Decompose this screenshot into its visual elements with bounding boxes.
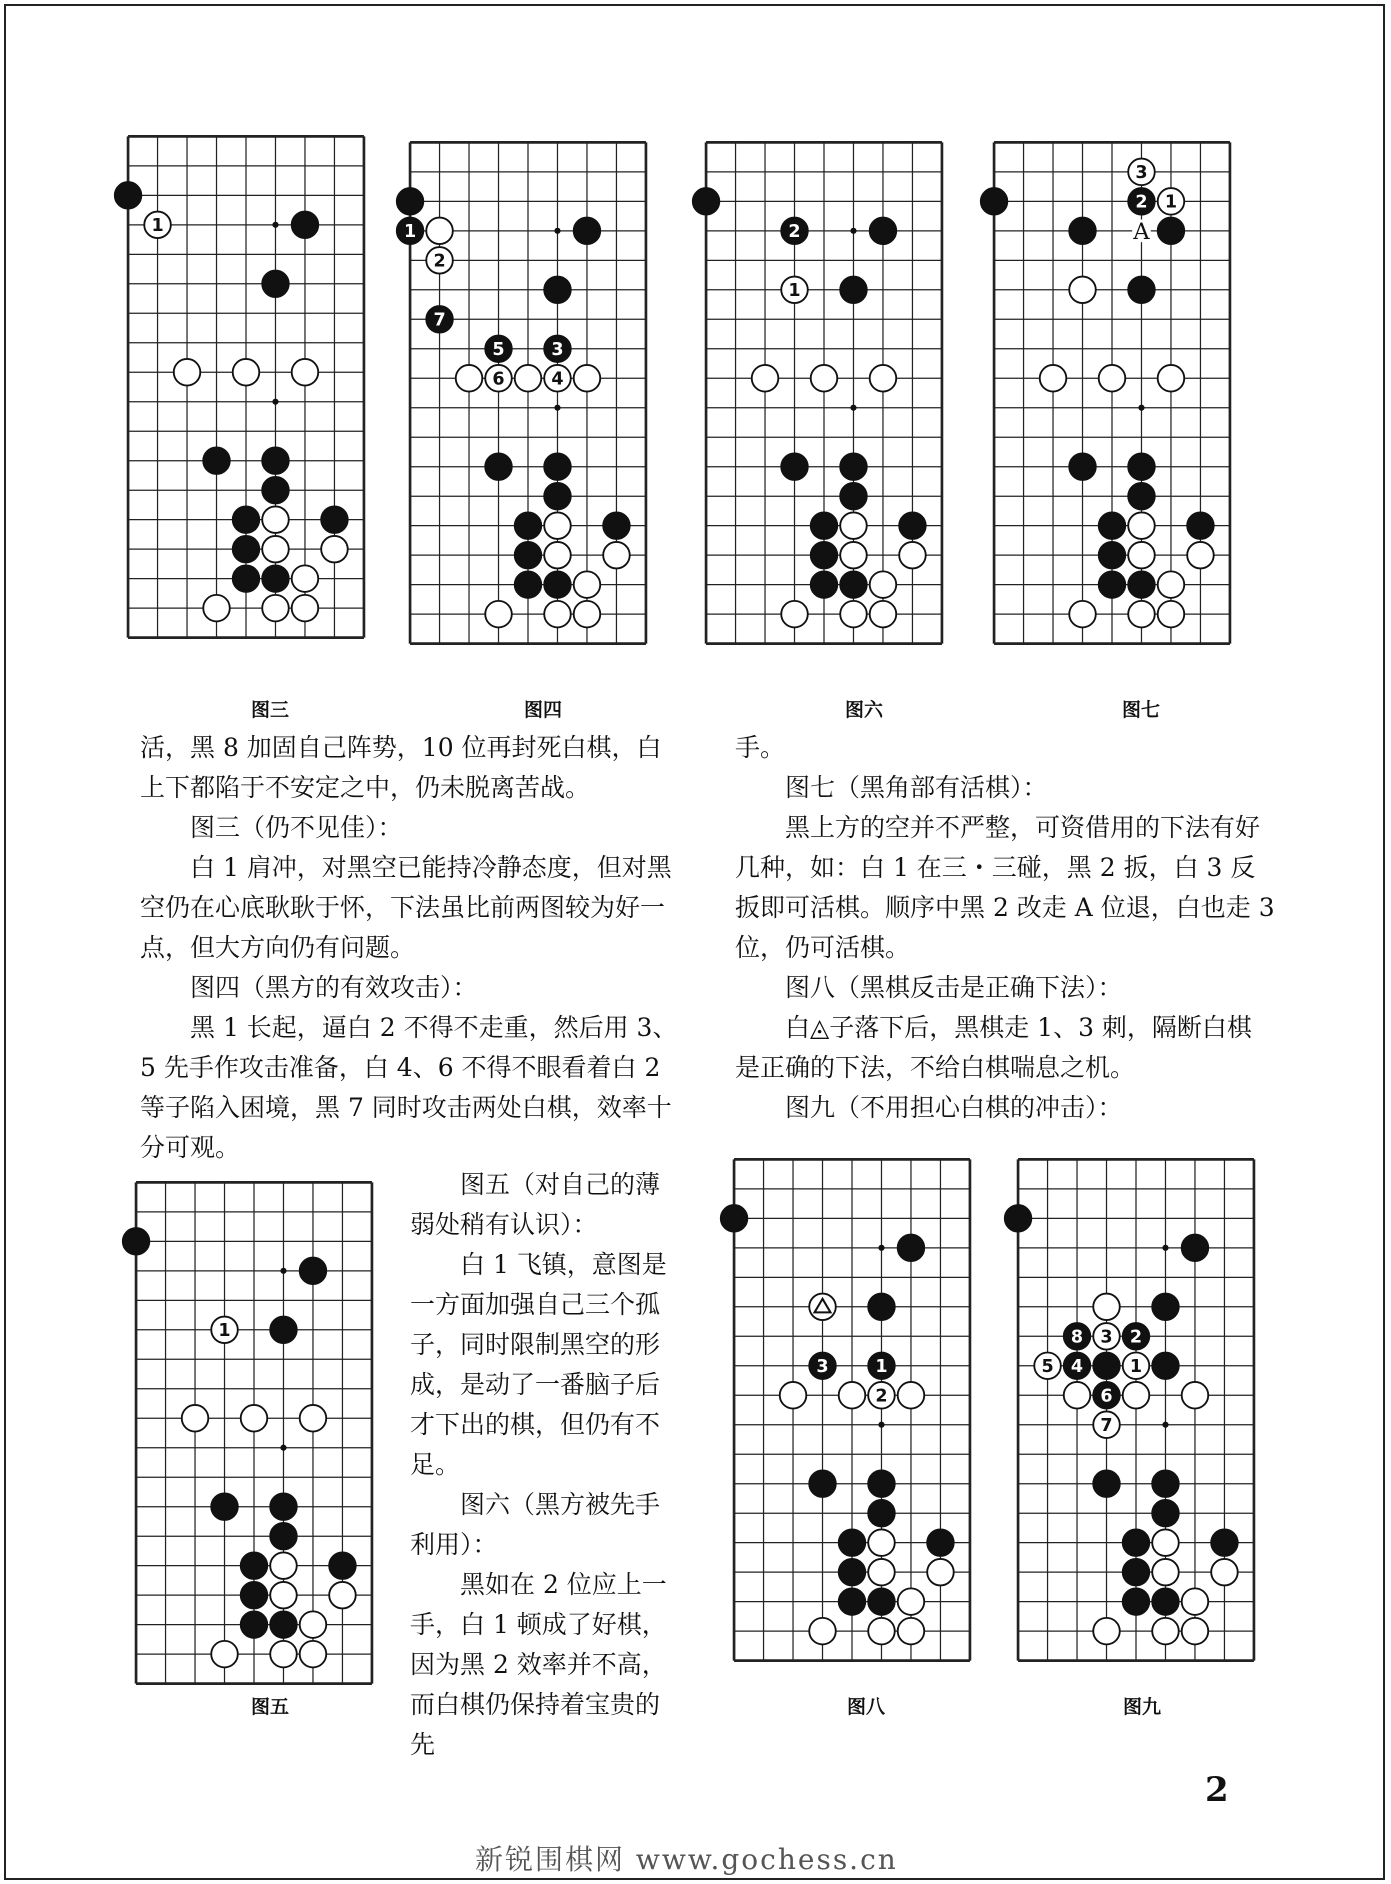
move-number: 3 xyxy=(551,339,564,360)
white-stone xyxy=(1187,542,1214,569)
black-stone xyxy=(1128,277,1155,304)
black-stone xyxy=(1152,1294,1179,1321)
white-stone xyxy=(544,601,571,628)
black-stone xyxy=(868,1588,895,1615)
star-point xyxy=(878,1245,884,1251)
black-stone xyxy=(270,1611,297,1638)
caption-fig5: 图五 xyxy=(250,1696,289,1718)
white-stone xyxy=(515,365,542,392)
white-stone xyxy=(1182,1618,1209,1645)
black-stone xyxy=(515,571,542,598)
move-number: 1 xyxy=(218,1320,231,1341)
black-stone xyxy=(1069,453,1096,480)
white-stone xyxy=(1040,365,1067,392)
white-stone xyxy=(1064,1382,1091,1409)
star-point xyxy=(878,1422,884,1428)
black-stone xyxy=(574,218,601,245)
black-stone xyxy=(1187,512,1214,539)
black-stone xyxy=(868,1294,895,1321)
move-number: 1 xyxy=(1129,1356,1143,1377)
white-stone xyxy=(780,1382,807,1409)
white-stone xyxy=(300,1405,327,1432)
black-stone xyxy=(241,1552,268,1579)
white-stone xyxy=(426,218,453,245)
black-stone xyxy=(1182,1235,1209,1262)
paragraph: 黑如在 2 位应上一手，白 1 顿成了好棋，因为黑 2 效率并不高，而白棋仍保持着宝贵的先 xyxy=(410,1570,667,1759)
white-stone xyxy=(752,365,779,392)
white-stone xyxy=(485,601,512,628)
black-stone xyxy=(1123,1559,1150,1586)
middle-column-text xyxy=(410,1165,680,1765)
black-stone xyxy=(1099,542,1126,569)
white-stone xyxy=(1128,601,1155,628)
black-stone xyxy=(1005,1205,1032,1232)
move-number: 4 xyxy=(1070,1356,1084,1377)
paragraph: 黑上方的空并不严整，可资借用的下法有好几种，如：白 1 在三・三碰，黑 2 扳，白 3 反扳即可活棋。顺序中黑 2 改走 A 位退，白也走 3 位，仍可活棋。 xyxy=(735,813,1275,962)
board-fig4 xyxy=(403,138,648,648)
move-number: 2 xyxy=(788,222,801,243)
black-stone xyxy=(300,1258,327,1285)
black-stone xyxy=(1099,512,1126,539)
black-stone xyxy=(1152,1500,1179,1527)
white-stone xyxy=(811,365,838,392)
watermark: 新锐围棋网 www.gochess.cn xyxy=(475,1843,898,1876)
black-stone xyxy=(262,477,289,504)
white-stone xyxy=(839,1382,866,1409)
white-stone xyxy=(1069,277,1096,304)
heading-fig4: 图四（黑方的有效攻击）： xyxy=(190,973,478,1002)
black-stone xyxy=(927,1529,954,1556)
black-stone xyxy=(899,512,926,539)
black-stone xyxy=(515,512,542,539)
white-stone xyxy=(1128,542,1155,569)
black-stone xyxy=(981,188,1008,215)
white-stone xyxy=(870,601,897,628)
black-stone xyxy=(262,565,289,592)
caption-fig3: 图三 xyxy=(250,699,289,721)
black-stone xyxy=(485,453,512,480)
black-stone xyxy=(1069,218,1096,245)
white-stone xyxy=(1152,1618,1179,1645)
white-stone xyxy=(1152,1529,1179,1556)
move-number: 1 xyxy=(403,222,417,243)
black-stone xyxy=(515,542,542,569)
white-stone xyxy=(292,359,319,386)
white-stone xyxy=(603,542,630,569)
white-stone xyxy=(781,601,808,628)
black-stone xyxy=(1093,1353,1120,1380)
black-stone xyxy=(1099,571,1126,598)
black-stone xyxy=(811,542,838,569)
board-label: A xyxy=(1133,219,1150,246)
caption-fig9: 图九 xyxy=(1122,1696,1161,1718)
star-point xyxy=(280,1268,286,1274)
black-stone xyxy=(270,1317,297,1344)
white-stone xyxy=(1093,1618,1120,1645)
white-stone xyxy=(809,1618,836,1645)
white-stone xyxy=(456,365,483,392)
black-stone xyxy=(544,483,571,510)
move-number: 3 xyxy=(816,1356,829,1377)
white-stone xyxy=(262,506,289,533)
move-number: 4 xyxy=(551,369,564,390)
black-stone xyxy=(544,571,571,598)
white-stone xyxy=(211,1641,238,1668)
move-number: 5 xyxy=(1041,1356,1054,1377)
heading-fig8: 图八（黑棋反击是正确下法）： xyxy=(785,973,1123,1002)
black-stone xyxy=(1152,1470,1179,1497)
star-point xyxy=(554,228,560,234)
white-stone xyxy=(574,365,601,392)
black-stone xyxy=(840,277,867,304)
board-fig8 xyxy=(732,1155,972,1665)
black-stone xyxy=(321,506,348,533)
black-stone xyxy=(868,1470,895,1497)
white-stone xyxy=(292,595,319,622)
white-stone xyxy=(898,1382,925,1409)
move-number: 7 xyxy=(433,310,446,331)
caption-fig8: 图八 xyxy=(846,1696,885,1718)
white-stone xyxy=(300,1611,327,1638)
black-stone xyxy=(603,512,630,539)
white-stone xyxy=(840,512,867,539)
black-stone xyxy=(241,1611,268,1638)
black-stone xyxy=(839,1588,866,1615)
star-point xyxy=(850,228,856,234)
black-stone xyxy=(868,1500,895,1527)
white-stone xyxy=(203,595,230,622)
white-stone xyxy=(270,1641,297,1668)
move-number: 3 xyxy=(1100,1327,1113,1348)
white-stone xyxy=(329,1582,356,1609)
white-stone xyxy=(544,542,571,569)
white-stone xyxy=(840,601,867,628)
white-stone xyxy=(241,1405,268,1432)
black-stone xyxy=(721,1205,748,1232)
heading-fig5: 图五（对自己的薄弱处稍有认识）： xyxy=(410,1170,661,1239)
white-stone xyxy=(868,1559,895,1586)
star-point xyxy=(1162,1245,1168,1251)
black-stone xyxy=(693,188,720,215)
white-stone xyxy=(1099,365,1126,392)
black-stone xyxy=(329,1552,356,1579)
move-number: 2 xyxy=(1129,1327,1143,1348)
black-stone xyxy=(839,1529,866,1556)
paragraph: 白 1 飞镇，意图是一方面加强自己三个孤子，同时限制黑空的形成，是动了一番脑子后才下出的棋，但仍有不足。 xyxy=(410,1250,667,1479)
star-point xyxy=(272,222,278,228)
heading-fig3: 图三（仍不见佳）： xyxy=(190,813,403,842)
black-stone xyxy=(1128,571,1155,598)
paragraph: 白◬子落下后，黑棋走 1、3 刺，隔断白棋是正确的下法，不给白棋喘息之机。 xyxy=(735,1013,1252,1082)
board-fig9 xyxy=(1016,1155,1256,1665)
black-stone xyxy=(211,1493,238,1520)
black-stone xyxy=(292,212,319,239)
black-stone xyxy=(870,218,897,245)
black-stone xyxy=(1128,453,1155,480)
black-stone xyxy=(781,453,808,480)
move-number: 1 xyxy=(151,216,164,237)
move-number: 1 xyxy=(1164,192,1178,213)
star-point xyxy=(1138,405,1144,411)
black-stone xyxy=(262,271,289,298)
white-stone xyxy=(233,359,260,386)
white-stone xyxy=(1182,1588,1209,1615)
move-number: 8 xyxy=(1070,1327,1084,1348)
black-stone xyxy=(1152,1588,1179,1615)
white-stone xyxy=(1158,601,1185,628)
move-number: 2 xyxy=(433,251,446,272)
move-number: 2 xyxy=(1135,192,1148,213)
black-stone xyxy=(233,565,260,592)
black-stone xyxy=(270,1493,297,1520)
page-number: 2 xyxy=(1205,1770,1229,1810)
white-stone xyxy=(292,565,319,592)
black-stone xyxy=(1128,483,1155,510)
caption-fig6: 图六 xyxy=(844,699,883,721)
white-stone xyxy=(1158,365,1185,392)
white-stone xyxy=(544,512,571,539)
white-stone xyxy=(1123,1382,1150,1409)
black-stone xyxy=(1158,218,1185,245)
black-stone xyxy=(1123,1529,1150,1556)
board-fig6 xyxy=(704,138,944,648)
black-stone xyxy=(270,1523,297,1550)
white-stone xyxy=(262,536,289,563)
paragraph: 白 1 肩冲，对黑空已能持冷静态度，但对黑空仍在心底耿耿于怀，下法虽比前两图较为好一点，但大方向仍有问题。 xyxy=(140,853,672,962)
black-stone xyxy=(840,483,867,510)
white-stone xyxy=(321,536,348,563)
white-stone xyxy=(840,542,867,569)
move-number: 5 xyxy=(492,339,505,360)
star-point xyxy=(554,405,560,411)
move-number: 1 xyxy=(788,280,801,301)
black-stone xyxy=(840,571,867,598)
white-stone xyxy=(270,1582,297,1609)
black-stone xyxy=(397,188,424,215)
white-stone xyxy=(927,1559,954,1586)
star-point xyxy=(1162,1422,1168,1428)
star-point xyxy=(280,1445,286,1451)
caption-fig4: 图四 xyxy=(523,699,562,721)
black-stone xyxy=(811,512,838,539)
star-point xyxy=(850,405,856,411)
white-stone xyxy=(870,571,897,598)
black-stone xyxy=(1123,1588,1150,1615)
black-stone xyxy=(839,1559,866,1586)
move-number: 6 xyxy=(492,369,505,390)
white-stone xyxy=(899,542,926,569)
white-stone xyxy=(182,1405,209,1432)
white-stone xyxy=(1158,571,1185,598)
white-stone xyxy=(1128,512,1155,539)
white-stone xyxy=(574,571,601,598)
paragraph: 手。 xyxy=(735,733,786,762)
white-stone xyxy=(1069,601,1096,628)
black-stone xyxy=(123,1228,150,1255)
black-stone xyxy=(233,506,260,533)
black-stone xyxy=(544,453,571,480)
move-number: 3 xyxy=(1135,163,1148,184)
board-fig3 xyxy=(126,132,366,642)
black-stone xyxy=(811,571,838,598)
white-stone xyxy=(1152,1559,1179,1586)
black-stone xyxy=(1211,1529,1238,1556)
move-number: 6 xyxy=(1100,1386,1113,1407)
white-stone xyxy=(270,1552,297,1579)
black-stone xyxy=(1093,1470,1120,1497)
black-stone xyxy=(809,1470,836,1497)
black-stone xyxy=(262,447,289,474)
move-number: 7 xyxy=(1100,1415,1113,1436)
black-stone xyxy=(233,536,260,563)
white-stone xyxy=(1093,1294,1120,1321)
heading-fig7: 图七（黑角部有活棋）： xyxy=(785,773,1048,802)
board-fig7 xyxy=(992,138,1232,648)
white-stone xyxy=(300,1641,327,1668)
black-stone xyxy=(115,182,142,209)
move-number: 2 xyxy=(875,1386,888,1407)
black-stone xyxy=(241,1582,268,1609)
black-stone xyxy=(840,453,867,480)
move-number: 1 xyxy=(875,1356,888,1377)
white-stone xyxy=(868,1529,895,1556)
white-stone xyxy=(574,601,601,628)
black-stone xyxy=(1152,1353,1179,1380)
paragraph: 活，黑 8 加固自己阵势，10 位再封死白棋，白上下都陷于不安定之中，仍未脱离苦战。 xyxy=(140,733,662,802)
black-stone xyxy=(544,277,571,304)
white-stone xyxy=(174,359,201,386)
white-stone xyxy=(870,365,897,392)
caption-fig7: 图七 xyxy=(1121,699,1160,721)
white-stone xyxy=(898,1618,925,1645)
left-column-text xyxy=(140,728,680,1168)
paragraph: 黑 1 长起，逼白 2 不得不走重，然后用 3、5 先手作攻击准备，白 4、6 不得不眼看着白 2 等子陷入困境，黑 7 同时攻击两处白棋，效率十分可观。 xyxy=(140,1013,678,1162)
right-column-text xyxy=(735,728,1275,1128)
black-stone xyxy=(898,1235,925,1262)
white-stone xyxy=(868,1618,895,1645)
white-stone xyxy=(262,595,289,622)
white-stone xyxy=(1211,1559,1238,1586)
white-stone xyxy=(1182,1382,1209,1409)
star-point xyxy=(272,399,278,405)
white-stone xyxy=(898,1588,925,1615)
black-stone xyxy=(203,447,230,474)
heading-fig6: 图六（黑方被先手利用）： xyxy=(410,1490,661,1559)
board-fig5 xyxy=(134,1178,374,1688)
heading-fig9: 图九（不用担心白棋的冲击）： xyxy=(785,1093,1123,1122)
